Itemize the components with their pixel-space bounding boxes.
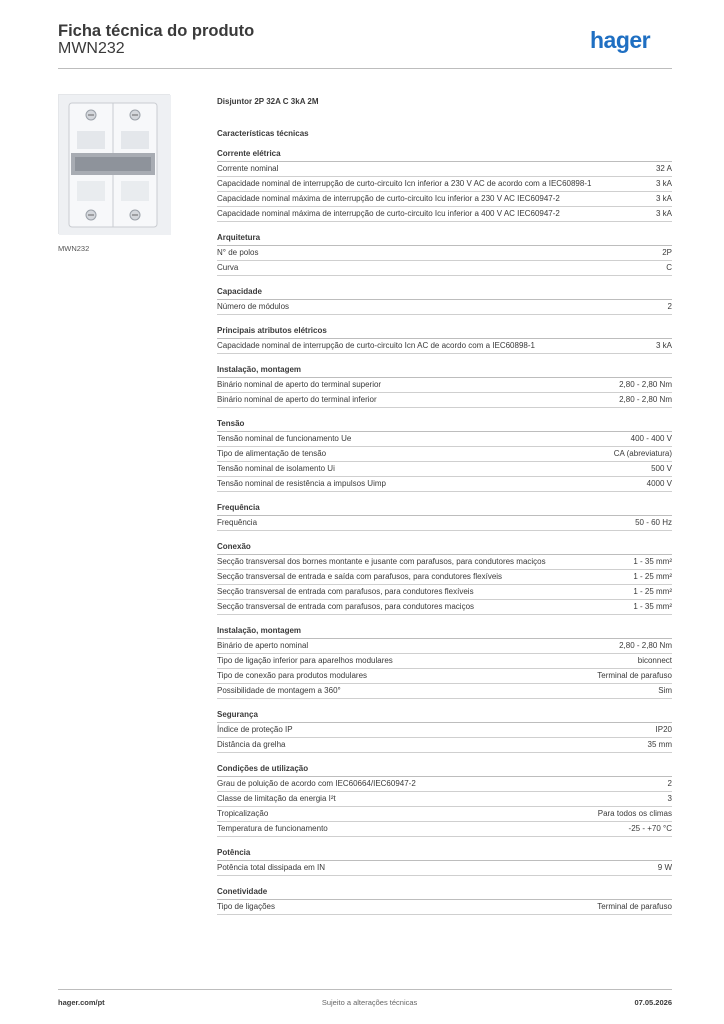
spec-row (217, 738, 672, 753)
header-divider (58, 68, 672, 69)
spec-content (217, 97, 672, 915)
spec-label: Frequência (217, 518, 258, 527)
spec-label: Tipo de conexão para produtos modulares (217, 671, 368, 680)
product-image (58, 94, 170, 234)
product-name: Disjuntor 2P 32A C 3kA 2M (217, 97, 319, 106)
spec-label: N° de polos (217, 248, 259, 257)
spec-value: 50 - 60 Hz (635, 518, 672, 527)
spec-value: 3 kA (655, 209, 672, 218)
section-title: Instalação, montagem (217, 364, 672, 378)
spec-section (217, 541, 672, 615)
spec-value: 9 W (657, 863, 672, 872)
footer-date: 07.05.2026 (634, 998, 672, 1007)
spec-value: 3 kA (655, 341, 672, 350)
spec-value: 2 (667, 302, 672, 311)
spec-label: Possibilidade de montagem a 360° (217, 686, 341, 695)
spec-value: CA (abreviatura) (613, 449, 672, 458)
section-title: Instalação, montagem (217, 625, 672, 639)
spec-label: Potência total dissipada em IN (217, 863, 326, 872)
spec-value: 2,80 - 2,80 Nm (619, 380, 672, 389)
spec-row (217, 516, 672, 531)
spec-value: 400 - 400 V (630, 434, 672, 443)
spec-row (217, 477, 672, 492)
spec-row (217, 432, 672, 447)
section-title: Conetividade (217, 886, 672, 900)
spec-value: 35 mm (647, 740, 672, 749)
spec-row (217, 861, 672, 876)
spec-row (217, 261, 672, 276)
spec-row (217, 807, 672, 822)
spec-value: 1 - 25 mm² (633, 587, 672, 596)
footer (58, 998, 672, 1007)
spec-label: Tipo de alimentação de tensão (217, 449, 327, 458)
spec-row (217, 300, 672, 315)
spec-label: Tipo de ligação inferior para aparelhos modulares (217, 656, 393, 665)
spec-label: Tipo de ligações (217, 902, 275, 911)
spec-row (217, 192, 672, 207)
spec-row (217, 393, 672, 408)
hager-logo: hager (590, 27, 651, 53)
spec-row (217, 462, 672, 477)
spec-value: Terminal de parafuso (597, 671, 672, 680)
spec-label: Secção transversal de entrada e saída com parafusos, para condutores flexíveis (217, 572, 503, 581)
spec-section (217, 886, 672, 915)
spec-row (217, 792, 672, 807)
spec-row (217, 246, 672, 261)
spec-row (217, 570, 672, 585)
spec-row (217, 723, 672, 738)
spec-label: Capacidade nominal máxima de interrupção de curto-circuito Icu inferior a 230 V AC IEC60947-2 (217, 194, 560, 203)
spec-value: C (666, 263, 672, 272)
spec-value: -25 - +70 °C (628, 824, 672, 833)
spec-value: 1 - 25 mm² (633, 572, 672, 581)
spec-label: Índice de proteção IP (217, 725, 293, 734)
spec-row (217, 777, 672, 792)
spec-label: Secção transversal de entrada com parafusos, para condutores flexíveis (217, 587, 474, 596)
product-code: MWN232 (58, 40, 125, 57)
spec-label: Tensão nominal de isolamento Ui (217, 464, 335, 473)
spec-label: Tensão nominal de resistência a impulsos Uimp (217, 479, 386, 488)
spec-row (217, 339, 672, 354)
section-title: Conexão (217, 541, 672, 555)
spec-value: 4000 V (646, 479, 672, 488)
spec-value: 32 A (655, 164, 672, 173)
spec-section (217, 625, 672, 699)
spec-section (217, 232, 672, 276)
spec-section (217, 418, 672, 492)
spec-value: IP20 (655, 725, 672, 734)
spec-label: Grau de poluição de acordo com IEC60664/IEC60947-2 (217, 779, 416, 788)
spec-value: 3 (667, 794, 672, 803)
spec-row (217, 654, 672, 669)
spec-section (217, 847, 672, 876)
spec-label: Número de módulos (217, 302, 290, 311)
spec-value: Sim (658, 686, 672, 695)
section-title: Frequência (217, 502, 672, 516)
spec-label: Secção transversal dos bornes montante e jusante com parafusos, para condutores maciços (217, 557, 546, 566)
spec-row (217, 639, 672, 654)
spec-value: 3 kA (655, 179, 672, 188)
tech-characteristics-heading: Características técnicas (217, 129, 309, 138)
spec-section (217, 502, 672, 531)
section-title: Tensão (217, 418, 672, 432)
spec-label: Curva (217, 263, 239, 272)
spec-row (217, 600, 672, 615)
spec-section (217, 325, 672, 354)
spec-label: Binário de aperto nominal (217, 641, 309, 650)
spec-value: 3 kA (655, 194, 672, 203)
spec-value: 2,80 - 2,80 Nm (619, 641, 672, 650)
spec-label: Binário nominal de aperto do terminal superior (217, 380, 382, 389)
section-title: Condições de utilização (217, 763, 672, 777)
page-title: Ficha técnica do produto (58, 22, 255, 40)
spec-label: Capacidade nominal de interrupção de curto-circuito Icn AC de acordo com a IEC60898-1 (217, 341, 535, 350)
spec-value: biconnect (637, 656, 672, 665)
spec-label: Capacidade nominal máxima de interrupção de curto-circuito Icu inferior a 400 V AC IEC60947-2 (217, 209, 560, 218)
spec-label: Binário nominal de aperto do terminal inferior (217, 395, 377, 404)
spec-label: Corrente nominal (217, 164, 279, 173)
spec-value: 2,80 - 2,80 Nm (619, 395, 672, 404)
spec-section (217, 763, 672, 837)
section-title: Principais atributos elétricos (217, 325, 672, 339)
spec-row (217, 900, 672, 915)
spec-row (217, 447, 672, 462)
spec-row (217, 684, 672, 699)
section-title: Capacidade (217, 286, 672, 300)
spec-row (217, 207, 672, 222)
spec-row (217, 585, 672, 600)
spec-section (217, 709, 672, 753)
spec-label: Tensão nominal de funcionamento Ue (217, 434, 352, 443)
spec-row (217, 555, 672, 570)
spec-value: 1 - 35 mm² (633, 557, 672, 566)
spec-section (217, 286, 672, 315)
spec-sections (217, 148, 672, 915)
section-title: Segurança (217, 709, 672, 723)
spec-label: Capacidade nominal de interrupção de curto-circuito Icn inferior a 230 V AC de acordo com a IEC60898-1 (217, 179, 592, 188)
spec-value: 2P (662, 248, 672, 257)
footer-divider (58, 989, 672, 990)
product-image-caption: MWN232 (58, 244, 90, 253)
spec-value: Terminal de parafuso (597, 902, 672, 911)
section-title: Arquitetura (217, 232, 672, 246)
spec-row (217, 822, 672, 837)
spec-value: 1 - 35 mm² (633, 602, 672, 611)
spec-row (217, 669, 672, 684)
footer-notice: Sujeito a alterações técnicas (321, 998, 418, 1007)
spec-row (217, 177, 672, 192)
spec-row (217, 162, 672, 177)
spec-value: Para todos os climas (597, 809, 672, 818)
spec-section (217, 364, 672, 408)
section-title: Corrente elétrica (217, 148, 672, 162)
spec-label: Distância da grelha (217, 740, 286, 749)
spec-value: 2 (667, 779, 672, 788)
spec-section (217, 148, 672, 222)
spec-row (217, 378, 672, 393)
spec-value: 500 V (651, 464, 672, 473)
footer-website[interactable]: hager.com/pt (58, 998, 105, 1007)
spec-label: Temperatura de funcionamento (217, 824, 328, 833)
spec-label: Classe de limitação da energia I²t (217, 794, 336, 803)
spec-label: Secção transversal de entrada com parafusos, para condutores maciços (217, 602, 475, 611)
section-title: Potência (217, 847, 672, 861)
spec-label: Tropicalização (217, 809, 269, 818)
